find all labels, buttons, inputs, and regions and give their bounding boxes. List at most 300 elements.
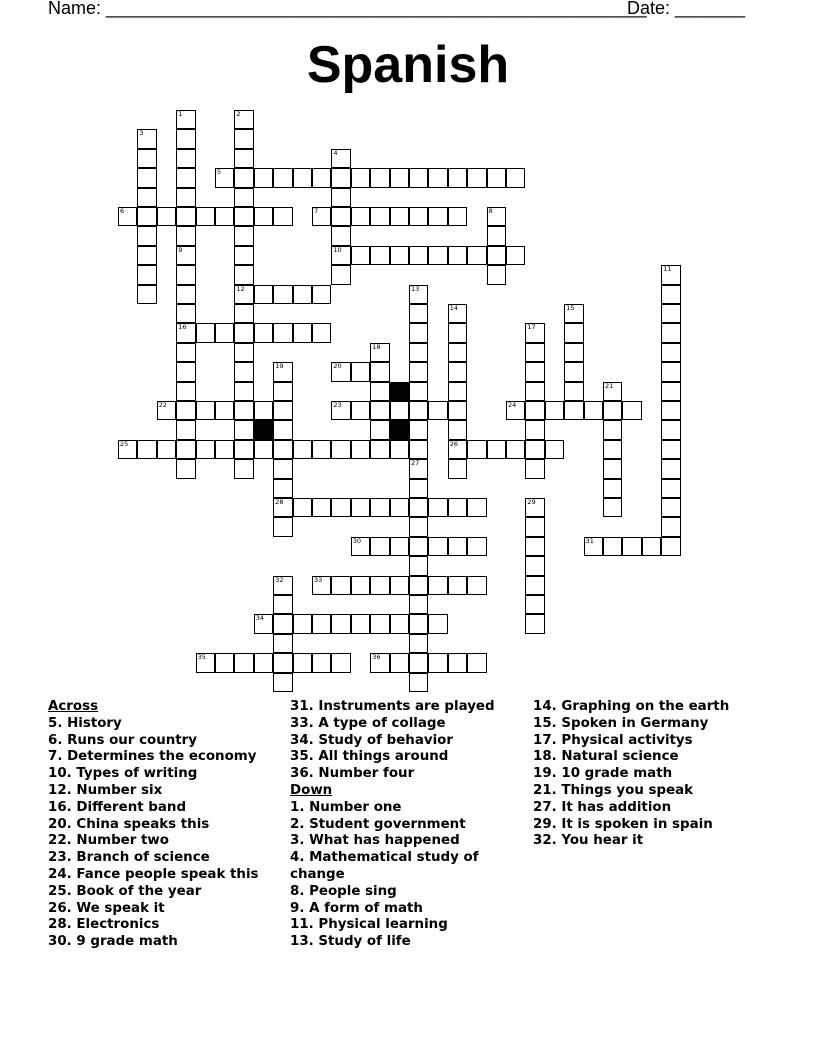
crossword-cell[interactable] — [293, 440, 312, 459]
crossword-cell[interactable] — [428, 168, 447, 187]
crossword-cell[interactable] — [331, 440, 350, 459]
clue-item: 3. What has happened — [290, 833, 460, 849]
crossword-cell[interactable] — [564, 323, 583, 342]
crossword-cell[interactable] — [448, 537, 467, 556]
crossword-cell[interactable] — [234, 343, 253, 362]
crossword-cell[interactable] — [176, 362, 195, 381]
crossword-cell[interactable] — [661, 285, 680, 304]
crossword-cell[interactable] — [409, 207, 428, 226]
crossword-cell[interactable] — [390, 168, 409, 187]
crossword-cell[interactable] — [370, 653, 389, 672]
crossword-cell[interactable] — [215, 653, 234, 672]
crossword-cell[interactable] — [273, 459, 292, 478]
crossword-cell[interactable] — [215, 440, 234, 459]
crossword-cell[interactable] — [370, 614, 389, 633]
crossword-cell[interactable] — [448, 653, 467, 672]
crossword-cell[interactable] — [137, 440, 156, 459]
crossword-cell[interactable] — [487, 440, 506, 459]
crossword-cell[interactable] — [176, 168, 195, 187]
crossword-cell[interactable] — [622, 537, 641, 556]
crossword-cell[interactable] — [137, 246, 156, 265]
crossword-cell[interactable] — [603, 479, 622, 498]
crossword-cell[interactable] — [215, 401, 234, 420]
crossword-cell[interactable] — [506, 246, 525, 265]
crossword-cell[interactable] — [254, 440, 273, 459]
crossword-cell[interactable] — [603, 459, 622, 478]
crossword-cell[interactable] — [525, 362, 544, 381]
crossword-cell[interactable] — [370, 537, 389, 556]
crossword-cell[interactable] — [312, 323, 331, 342]
crossword-cell[interactable] — [312, 498, 331, 517]
crossword-cell[interactable] — [661, 323, 680, 342]
crossword-cell[interactable] — [273, 323, 292, 342]
crossword-cell[interactable] — [409, 634, 428, 653]
crossword-cell[interactable] — [487, 246, 506, 265]
crossword-cell[interactable] — [390, 246, 409, 265]
crossword-cell[interactable] — [234, 188, 253, 207]
crossword-cell[interactable] — [428, 498, 447, 517]
crossword-cell[interactable] — [176, 265, 195, 284]
crossword-cell[interactable] — [234, 420, 253, 439]
crossword-cell[interactable] — [525, 614, 544, 633]
crossword-cell[interactable] — [467, 440, 486, 459]
crossword-cell[interactable] — [661, 265, 680, 284]
crossword-cell[interactable] — [448, 168, 467, 187]
crossword-cell[interactable] — [448, 401, 467, 420]
crossword-cell[interactable] — [525, 556, 544, 575]
crossword-cell[interactable] — [409, 459, 428, 478]
crossword-cell[interactable] — [273, 285, 292, 304]
crossword-cell[interactable] — [409, 304, 428, 323]
crossword-cell[interactable] — [642, 537, 661, 556]
crossword-cell[interactable] — [409, 556, 428, 575]
crossword-cell[interactable] — [351, 401, 370, 420]
crossword-cell[interactable] — [351, 362, 370, 381]
crossword-cell[interactable] — [428, 207, 447, 226]
crossword-cell[interactable] — [312, 614, 331, 633]
crossword-cell[interactable] — [409, 498, 428, 517]
crossword-cell[interactable] — [137, 129, 156, 148]
crossword-cell[interactable] — [525, 343, 544, 362]
crossword-cell[interactable] — [351, 498, 370, 517]
crossword-cell[interactable] — [370, 246, 389, 265]
crossword-cell[interactable] — [157, 207, 176, 226]
crossword-cell[interactable] — [370, 498, 389, 517]
clues-column-3 — [533, 699, 783, 850]
crossword-cell[interactable] — [196, 207, 215, 226]
crossword-cell[interactable] — [293, 168, 312, 187]
clue-item: 15. Spoken in Germany — [533, 715, 709, 731]
crossword-cell[interactable] — [176, 304, 195, 323]
crossword-cell[interactable] — [448, 343, 467, 362]
crossword-cell[interactable] — [234, 323, 253, 342]
crossword-cell[interactable] — [467, 576, 486, 595]
crossword-cell[interactable] — [390, 537, 409, 556]
crossword-cell[interactable] — [234, 440, 253, 459]
crossword-cell[interactable] — [564, 343, 583, 362]
crossword-cell[interactable] — [176, 285, 195, 304]
clue-number: 18 — [372, 342, 381, 351]
crossword-cell[interactable] — [137, 188, 156, 207]
crossword-cell[interactable] — [448, 498, 467, 517]
crossword-cell[interactable] — [118, 207, 137, 226]
crossword-cell[interactable] — [254, 401, 273, 420]
clue-section-heading: Across — [48, 699, 99, 714]
crossword-cell[interactable] — [370, 207, 389, 226]
crossword-cell[interactable] — [331, 614, 350, 633]
crossword-cell[interactable] — [234, 382, 253, 401]
clue-item: 29. It is spoken in spain — [533, 816, 713, 832]
crossword-cell[interactable] — [661, 304, 680, 323]
crossword-cell[interactable] — [390, 207, 409, 226]
crossword-cell[interactable] — [157, 440, 176, 459]
crossword-cell[interactable] — [351, 168, 370, 187]
crossword-cell[interactable] — [409, 382, 428, 401]
crossword-cell[interactable] — [525, 401, 544, 420]
crossword-cell[interactable] — [234, 226, 253, 245]
crossword-cell[interactable] — [176, 188, 195, 207]
crossword-cell[interactable] — [370, 168, 389, 187]
crossword-cell[interactable] — [370, 576, 389, 595]
crossword-cell[interactable] — [273, 479, 292, 498]
crossword-cell[interactable] — [661, 537, 680, 556]
crossword-cell[interactable] — [215, 323, 234, 342]
crossword-cell[interactable] — [273, 440, 292, 459]
crossword-cell[interactable] — [603, 401, 622, 420]
crossword-cell[interactable] — [487, 265, 506, 284]
crossword-cell[interactable] — [312, 576, 331, 595]
crossword-cell[interactable] — [312, 207, 331, 226]
crossword-cell[interactable] — [370, 382, 389, 401]
clue-number: 7 — [314, 207, 319, 215]
crossword-cell[interactable] — [525, 459, 544, 478]
crossword-cell[interactable] — [196, 440, 215, 459]
crossword-cell[interactable] — [273, 401, 292, 420]
crossword-cell[interactable] — [273, 576, 292, 595]
crossword-cell[interactable] — [448, 207, 467, 226]
crossword-cell[interactable] — [331, 188, 350, 207]
crossword-cell[interactable] — [525, 576, 544, 595]
clue-number: 32 — [275, 575, 284, 584]
clue-item: 35. All things around — [290, 749, 449, 765]
crossword-cell[interactable] — [176, 129, 195, 148]
crossword-cell[interactable] — [467, 537, 486, 556]
crossword-cell[interactable] — [273, 653, 292, 672]
crossword-cell[interactable] — [234, 362, 253, 381]
crossword-cell[interactable] — [448, 382, 467, 401]
crossword-cell[interactable] — [293, 285, 312, 304]
crossword-cell[interactable] — [254, 285, 273, 304]
crossword-cell[interactable] — [234, 246, 253, 265]
crossword-cell[interactable] — [176, 459, 195, 478]
crossword-cell[interactable] — [273, 382, 292, 401]
crossword-cell[interactable] — [273, 420, 292, 439]
crossword-cell[interactable] — [273, 634, 292, 653]
crossword-cell[interactable] — [196, 323, 215, 342]
crossword-cell[interactable] — [196, 653, 215, 672]
crossword-cell[interactable] — [234, 265, 253, 284]
crossword-cell[interactable] — [603, 537, 622, 556]
crossword-cell[interactable] — [176, 246, 195, 265]
crossword-cell[interactable] — [409, 517, 428, 536]
crossword-cell[interactable] — [273, 595, 292, 614]
crossword-cell[interactable] — [234, 129, 253, 148]
crossword-cell[interactable] — [312, 653, 331, 672]
crossword-cell[interactable] — [273, 673, 292, 692]
crossword-cell[interactable] — [428, 246, 447, 265]
crossword-cell[interactable] — [176, 226, 195, 245]
crossword-cell[interactable] — [312, 440, 331, 459]
clue-number: 35 — [197, 653, 206, 662]
crossword-cell[interactable] — [506, 440, 525, 459]
crossword-cell[interactable] — [409, 479, 428, 498]
crossword-cell[interactable] — [351, 576, 370, 595]
clue-number: 3 — [139, 129, 144, 138]
crossword-cell[interactable] — [661, 362, 680, 381]
clue-number: 33 — [314, 575, 323, 584]
crossword-cell[interactable] — [234, 207, 253, 226]
crossword-cell[interactable] — [448, 420, 467, 439]
crossword-cell[interactable] — [506, 401, 525, 420]
crossword-cell[interactable] — [525, 498, 544, 517]
crossword-cell[interactable] — [564, 382, 583, 401]
clue-item: 17. Physical activitys — [533, 732, 693, 748]
crossword-cell[interactable] — [331, 246, 350, 265]
crossword-cell[interactable] — [390, 653, 409, 672]
crossword-cell[interactable] — [409, 285, 428, 304]
crossword-cell[interactable] — [370, 343, 389, 362]
crossword-cell[interactable] — [176, 110, 195, 129]
crossword-cell[interactable] — [331, 576, 350, 595]
crossword-cell[interactable] — [409, 168, 428, 187]
crossword-cell[interactable] — [176, 382, 195, 401]
clue-number: 8 — [488, 207, 493, 215]
crossword-cell[interactable] — [409, 323, 428, 342]
clue-number: 21 — [605, 381, 614, 390]
crossword-cell[interactable] — [390, 440, 409, 459]
crossword-cell[interactable] — [390, 614, 409, 633]
clue-item: 24. Fance people speak this — [48, 866, 259, 882]
crossword-cell[interactable] — [545, 440, 564, 459]
clue-item: 12. Number six — [48, 782, 163, 798]
crossword-cell[interactable] — [467, 246, 486, 265]
crossword-cell[interactable] — [584, 401, 603, 420]
crossword-cell[interactable] — [661, 440, 680, 459]
crossword-cell[interactable] — [448, 362, 467, 381]
crossword-cell[interactable] — [409, 653, 428, 672]
clue-number: 24 — [508, 401, 517, 409]
clue-number: 26 — [449, 439, 459, 448]
crossword-cell[interactable] — [137, 168, 156, 187]
crossword-cell[interactable] — [661, 459, 680, 478]
crossword-cell[interactable] — [370, 420, 389, 439]
crossword-cell[interactable] — [273, 614, 292, 633]
crossword-cell[interactable] — [254, 168, 273, 187]
crossword-cell[interactable] — [390, 498, 409, 517]
crossword-cell[interactable] — [215, 207, 234, 226]
clue-item: 8. People sing — [290, 883, 397, 899]
crossword-cell[interactable] — [137, 226, 156, 245]
crossword-cell[interactable] — [409, 246, 428, 265]
crossword-cell[interactable] — [448, 440, 467, 459]
crossword-cell[interactable] — [273, 517, 292, 536]
crossword-cell[interactable] — [525, 440, 544, 459]
crossword-cell[interactable] — [467, 498, 486, 517]
crossword-cell[interactable] — [428, 576, 447, 595]
crossword-cell[interactable] — [370, 362, 389, 381]
crossword-cell[interactable] — [525, 323, 544, 342]
crossword-cell[interactable] — [234, 149, 253, 168]
crossword-cell[interactable] — [351, 207, 370, 226]
crossword-cell[interactable] — [584, 537, 603, 556]
crossword-cell[interactable] — [176, 401, 195, 420]
crossword-cell[interactable] — [467, 168, 486, 187]
crossword-cell[interactable] — [603, 382, 622, 401]
page-title: Spanish — [306, 36, 510, 94]
crossword-cell[interactable] — [234, 401, 253, 420]
crossword-cell[interactable] — [137, 285, 156, 304]
crossword-cell[interactable] — [176, 323, 195, 342]
crossword-cell[interactable] — [331, 149, 350, 168]
crossword-cell[interactable] — [525, 517, 544, 536]
crossword-cell[interactable] — [176, 420, 195, 439]
crossword-cell[interactable] — [603, 498, 622, 517]
crossword-cell[interactable] — [409, 537, 428, 556]
crossword-cell[interactable] — [661, 401, 680, 420]
crossword-cell[interactable] — [312, 285, 331, 304]
crossword-cell[interactable] — [312, 168, 331, 187]
crossword-cell[interactable] — [234, 285, 253, 304]
crossword-cell[interactable] — [331, 401, 350, 420]
crossword-cell[interactable] — [448, 459, 467, 478]
crossword-cell[interactable] — [293, 653, 312, 672]
crossword-cell[interactable] — [428, 537, 447, 556]
crossword-cell[interactable] — [351, 614, 370, 633]
crossword-cell[interactable] — [622, 401, 641, 420]
crossword-cell[interactable] — [331, 362, 350, 381]
crossword-cell[interactable] — [254, 323, 273, 342]
crossword-cell[interactable] — [234, 110, 253, 129]
crossword-cell[interactable] — [409, 401, 428, 420]
crossword-cell[interactable] — [293, 614, 312, 633]
crossword-cell[interactable] — [273, 362, 292, 381]
crossword-cell[interactable] — [603, 440, 622, 459]
crossword-cell[interactable] — [661, 479, 680, 498]
crossword-cell[interactable] — [137, 265, 156, 284]
crossword-cell[interactable] — [234, 459, 253, 478]
crossword-cell[interactable] — [234, 304, 253, 323]
date-field-label: Date: _______ — [627, 0, 746, 18]
crossword-cell[interactable] — [331, 653, 350, 672]
crossword-cell[interactable] — [234, 168, 253, 187]
crossword-cell[interactable] — [176, 343, 195, 362]
crossword-cell[interactable] — [448, 304, 467, 323]
crossword-cell[interactable] — [661, 420, 680, 439]
crossword-cell[interactable] — [254, 614, 273, 633]
crossword-cell[interactable] — [331, 207, 350, 226]
crossword-cell[interactable] — [448, 323, 467, 342]
crossword-cell[interactable] — [351, 537, 370, 556]
crossword-cell[interactable] — [331, 265, 350, 284]
crossword-cell[interactable] — [525, 382, 544, 401]
crossword-cell[interactable] — [564, 304, 583, 323]
crossword-cell[interactable] — [176, 440, 195, 459]
crossword-cell[interactable] — [157, 401, 176, 420]
crossword-cell[interactable] — [196, 401, 215, 420]
crossword-cell[interactable] — [176, 207, 195, 226]
crossword-cell[interactable] — [525, 420, 544, 439]
crossword-cell[interactable] — [661, 382, 680, 401]
crossword-cell[interactable] — [409, 673, 428, 692]
crossword-cell[interactable] — [215, 168, 234, 187]
crossword-cell[interactable] — [409, 576, 428, 595]
crossword-cell[interactable] — [487, 168, 506, 187]
crossword-cell[interactable] — [448, 576, 467, 595]
crossword-cell[interactable] — [603, 420, 622, 439]
clue-item: 34. Study of behavior — [290, 732, 453, 748]
crossword-cell[interactable] — [254, 207, 273, 226]
crossword-cell[interactable] — [487, 226, 506, 245]
crossword-cell[interactable] — [525, 537, 544, 556]
crossword-cell[interactable] — [428, 653, 447, 672]
crossword-cell[interactable] — [331, 498, 350, 517]
crossword-cell[interactable] — [273, 168, 292, 187]
crossword-cell[interactable] — [273, 207, 292, 226]
crossword-cell[interactable] — [409, 595, 428, 614]
clue-item: 30. 9 grade math — [48, 934, 178, 950]
crossword-cell[interactable] — [370, 401, 389, 420]
crossword-cell[interactable] — [409, 420, 428, 439]
crossword-cell[interactable] — [331, 168, 350, 187]
crossword-cell[interactable] — [448, 246, 467, 265]
crossword-cell[interactable] — [351, 246, 370, 265]
crossword-cell[interactable] — [661, 343, 680, 362]
crossword-cell[interactable] — [409, 362, 428, 381]
crossword-cell[interactable] — [351, 440, 370, 459]
crossword-cell[interactable] — [564, 401, 583, 420]
crossword-cell[interactable] — [506, 168, 525, 187]
crossword-cell[interactable] — [661, 517, 680, 536]
crossword-cell[interactable] — [293, 323, 312, 342]
crossword-cell[interactable] — [487, 207, 506, 226]
crossword-cell[interactable] — [176, 149, 195, 168]
crossword-cell[interactable] — [525, 595, 544, 614]
crossword-cell[interactable] — [564, 362, 583, 381]
crossword-cell[interactable] — [370, 440, 389, 459]
clue-item: 2. Student government — [290, 816, 466, 832]
crossword-cell[interactable] — [409, 614, 428, 633]
crossword-cell[interactable] — [390, 401, 409, 420]
crossword-cell[interactable] — [137, 149, 156, 168]
crossword-cell[interactable] — [409, 343, 428, 362]
crossword-cell[interactable] — [273, 498, 292, 517]
crossword-cell[interactable] — [390, 576, 409, 595]
crossword-cell[interactable] — [409, 440, 428, 459]
crossword-cell[interactable] — [331, 226, 350, 245]
crossword-cell[interactable] — [293, 498, 312, 517]
crossword-cell[interactable] — [118, 440, 137, 459]
clue-item: 1. Number one — [290, 799, 402, 815]
crossword-cell[interactable] — [428, 614, 447, 633]
crossword-cell[interactable] — [661, 498, 680, 517]
clue-section-heading: Down — [290, 782, 333, 798]
crossword-cell[interactable] — [545, 401, 564, 420]
crossword-cell[interactable] — [467, 653, 486, 672]
crossword-cell[interactable] — [234, 653, 253, 672]
crossword-cell[interactable] — [137, 207, 156, 226]
crossword-cell[interactable] — [254, 653, 273, 672]
crossword-cell[interactable] — [428, 401, 447, 420]
